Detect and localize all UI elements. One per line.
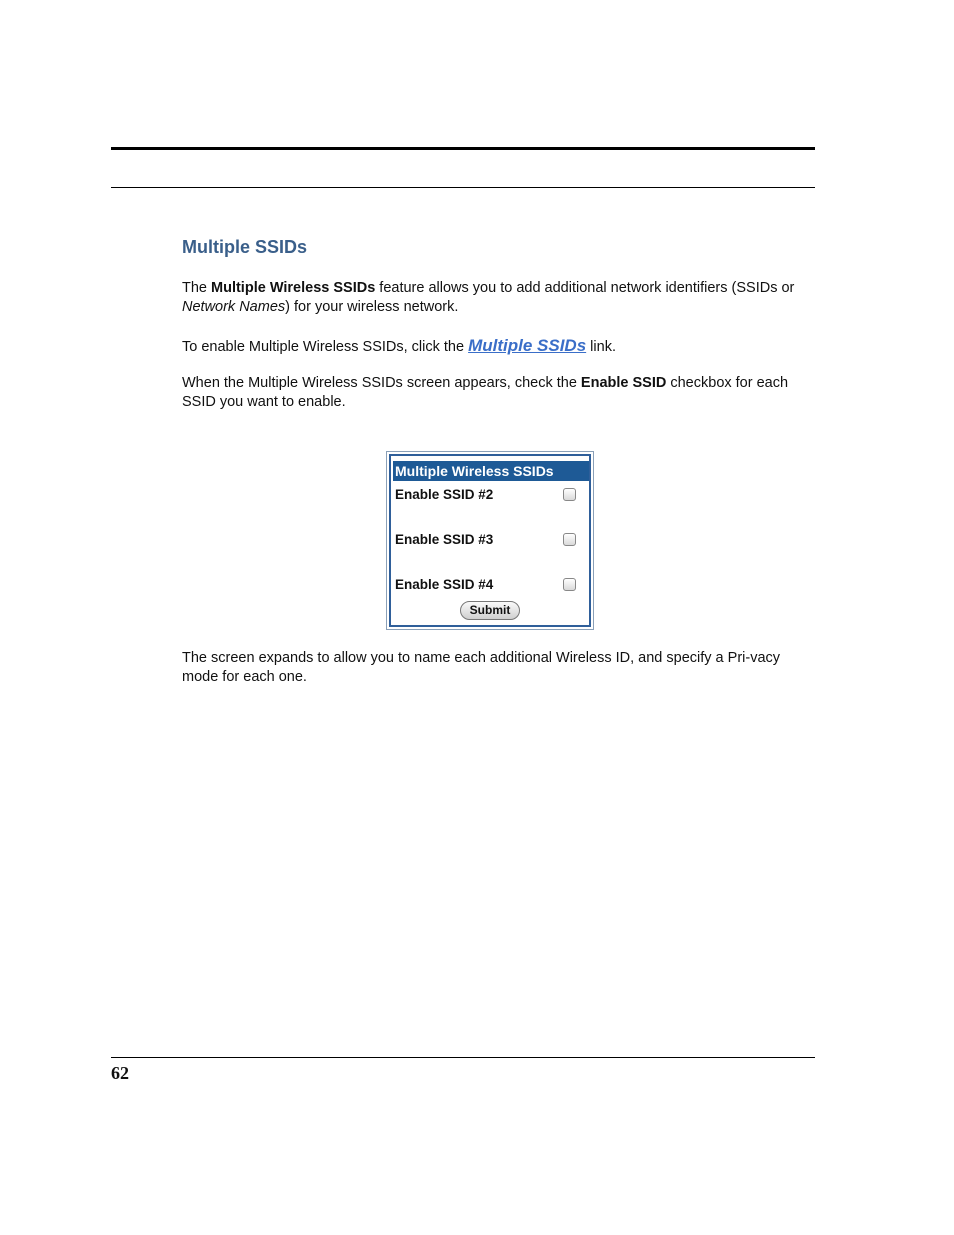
enable-ssid-4-checkbox[interactable] [563,578,576,591]
ssid-label: Enable SSID #2 [395,487,494,502]
intro-paragraph [182,279,802,317]
text-run: feature allows you to add additional network identifiers (SSIDs or [375,280,795,296]
text-run: When the Multiple Wireless SSIDs screen appears, check the [182,375,581,391]
check-paragraph [182,374,802,412]
enable-ssid-term: Enable SSID [580,375,667,391]
submit-button[interactable]: Submit [460,601,520,620]
enable-ssid-3-checkbox[interactable] [563,533,576,546]
ssid-label: Enable SSID #4 [395,577,494,592]
footer-rule [111,1057,815,1058]
section-heading: Multiple SSIDs [182,237,308,257]
ssid-row [395,485,585,505]
text-run: link. [586,339,616,355]
ssid-row [395,575,585,595]
text-run: ) for your wireless network. [285,299,459,315]
enable-ssid-2-checkbox[interactable] [563,488,576,501]
enable-paragraph [182,336,802,357]
multiple-ssids-link[interactable]: Multiple SSIDs [468,336,587,355]
ssid-row [395,530,585,550]
expand-paragraph: The screen expands to allow you to name each additional Wireless ID, and specify a Pri-vacy mode for each one. [182,650,781,685]
text-run: To enable Multiple Wireless SSIDs, click the [182,339,469,355]
text-run: checkbox for each SSID you want to enable. [182,375,789,410]
ssid-label: Enable SSID #3 [395,532,494,547]
header-rule-thin [111,187,815,188]
network-names-term: Network Names [182,299,286,315]
feature-name: Multiple Wireless SSIDs [211,280,376,296]
multiple-ssids-panel-screenshot [386,451,594,630]
page-number: 62 [111,1063,129,1083]
text-run: The [182,280,212,296]
panel-frame [389,454,591,627]
panel-title: Multiple Wireless SSIDs [393,461,589,481]
header-rule-thick [111,147,815,150]
